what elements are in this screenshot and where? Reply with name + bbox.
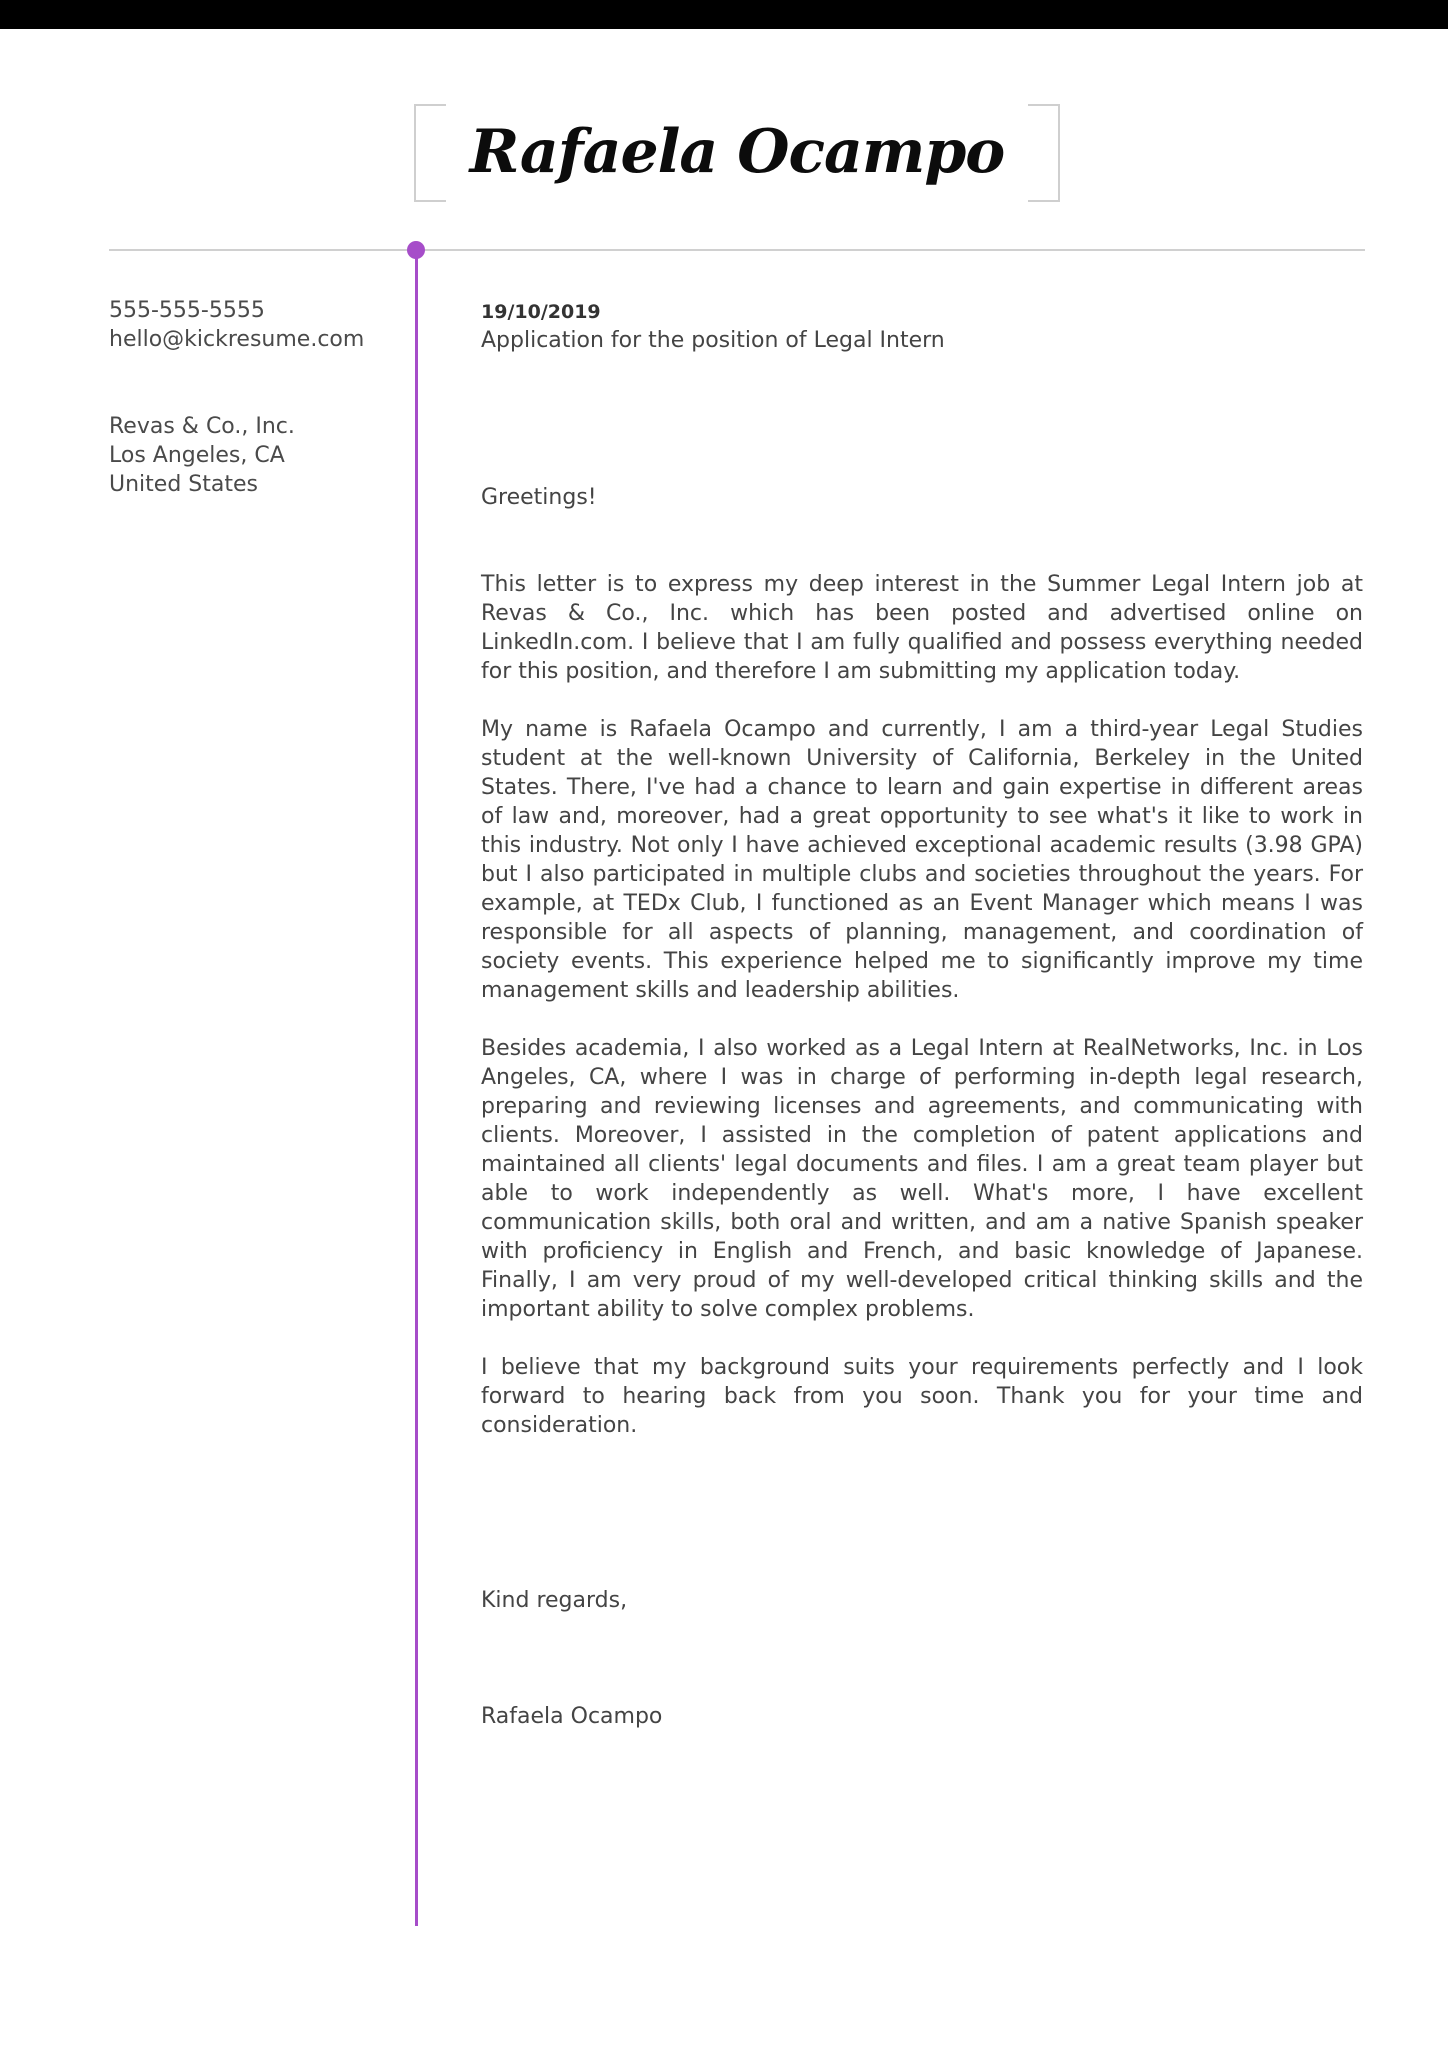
recipient-city: Los Angeles, CA [109, 443, 285, 468]
accent-dot [407, 241, 425, 259]
recipient-country: United States [109, 472, 258, 497]
paragraph: Besides academia, I also worked as a Legal Intern at RealNetworks, Inc. in Los Angeles, CA, where I was in charge of performing in-depth legal research, preparing and reviewing licenses and agreements, and communicating with clients. Moreover, I assisted in the completion of patent applications and maintained all clients' legal documents and files. I am a great team player but able to work independently as well. What's more, I have excellent communication skills, both oral and written, and am a native Spanish speaker with proficiency in English and French, and basic knowledge of Japanese. Finally, I am very proud of my well-developed critical thinking skills and the important ability to solve complex problems. [481, 1036, 1363, 1322]
contact-phone: 555-555-5555 [109, 298, 265, 323]
sidebar [109, 296, 399, 499]
top-bar [0, 0, 1448, 29]
letter-signature: Rafaela Ocampo [481, 1704, 663, 1729]
applicant-name: Rafaela Ocampo [469, 117, 1005, 187]
horizontal-divider [109, 249, 1365, 251]
vertical-accent-line [415, 251, 418, 1926]
letter-closing: Kind regards, [481, 1588, 628, 1613]
letter-body [481, 298, 1363, 1731]
letter-subject: Application for the position of Legal Intern [481, 328, 945, 353]
contact-email: hello@kickresume.com [109, 327, 365, 352]
letter-greeting: Greetings! [481, 485, 597, 510]
recipient-company: Revas & Co., Inc. [109, 414, 295, 439]
paragraph: My name is Rafaela Ocampo and currently, I am a third-year Legal Studies student at the well-known University of California, Berkeley in the United States. There, I've had a chance to learn and gain expertise in different areas of law and, moreover, had a great opportunity to see what's it like to work in this industry. Not only I have achieved exceptional academic results (3.98 GPA) but I also participated in multiple clubs and societies throughout the years. For example, at TEDx Club, I functioned as an Event Manager which means I was responsible for all aspects of planning, management, and coordination of society events. This experience helped me to significantly improve my time management skills and leadership abilities. [481, 717, 1363, 1003]
paragraph: I believe that my background suits your requirements perfectly and I look forward to hearing back from you soon. Thank you for your time and consideration. [481, 1355, 1363, 1438]
letter-date: 19/10/2019 [481, 301, 601, 323]
name-header [414, 104, 1060, 202]
paragraph: This letter is to express my deep interest in the Summer Legal Intern job at Revas & Co., Inc. which has been posted and advertised online on LinkedIn.com. I believe that I am fully qualified and possess everything needed for this position, and therefore I am submitting my application today. [481, 572, 1363, 684]
